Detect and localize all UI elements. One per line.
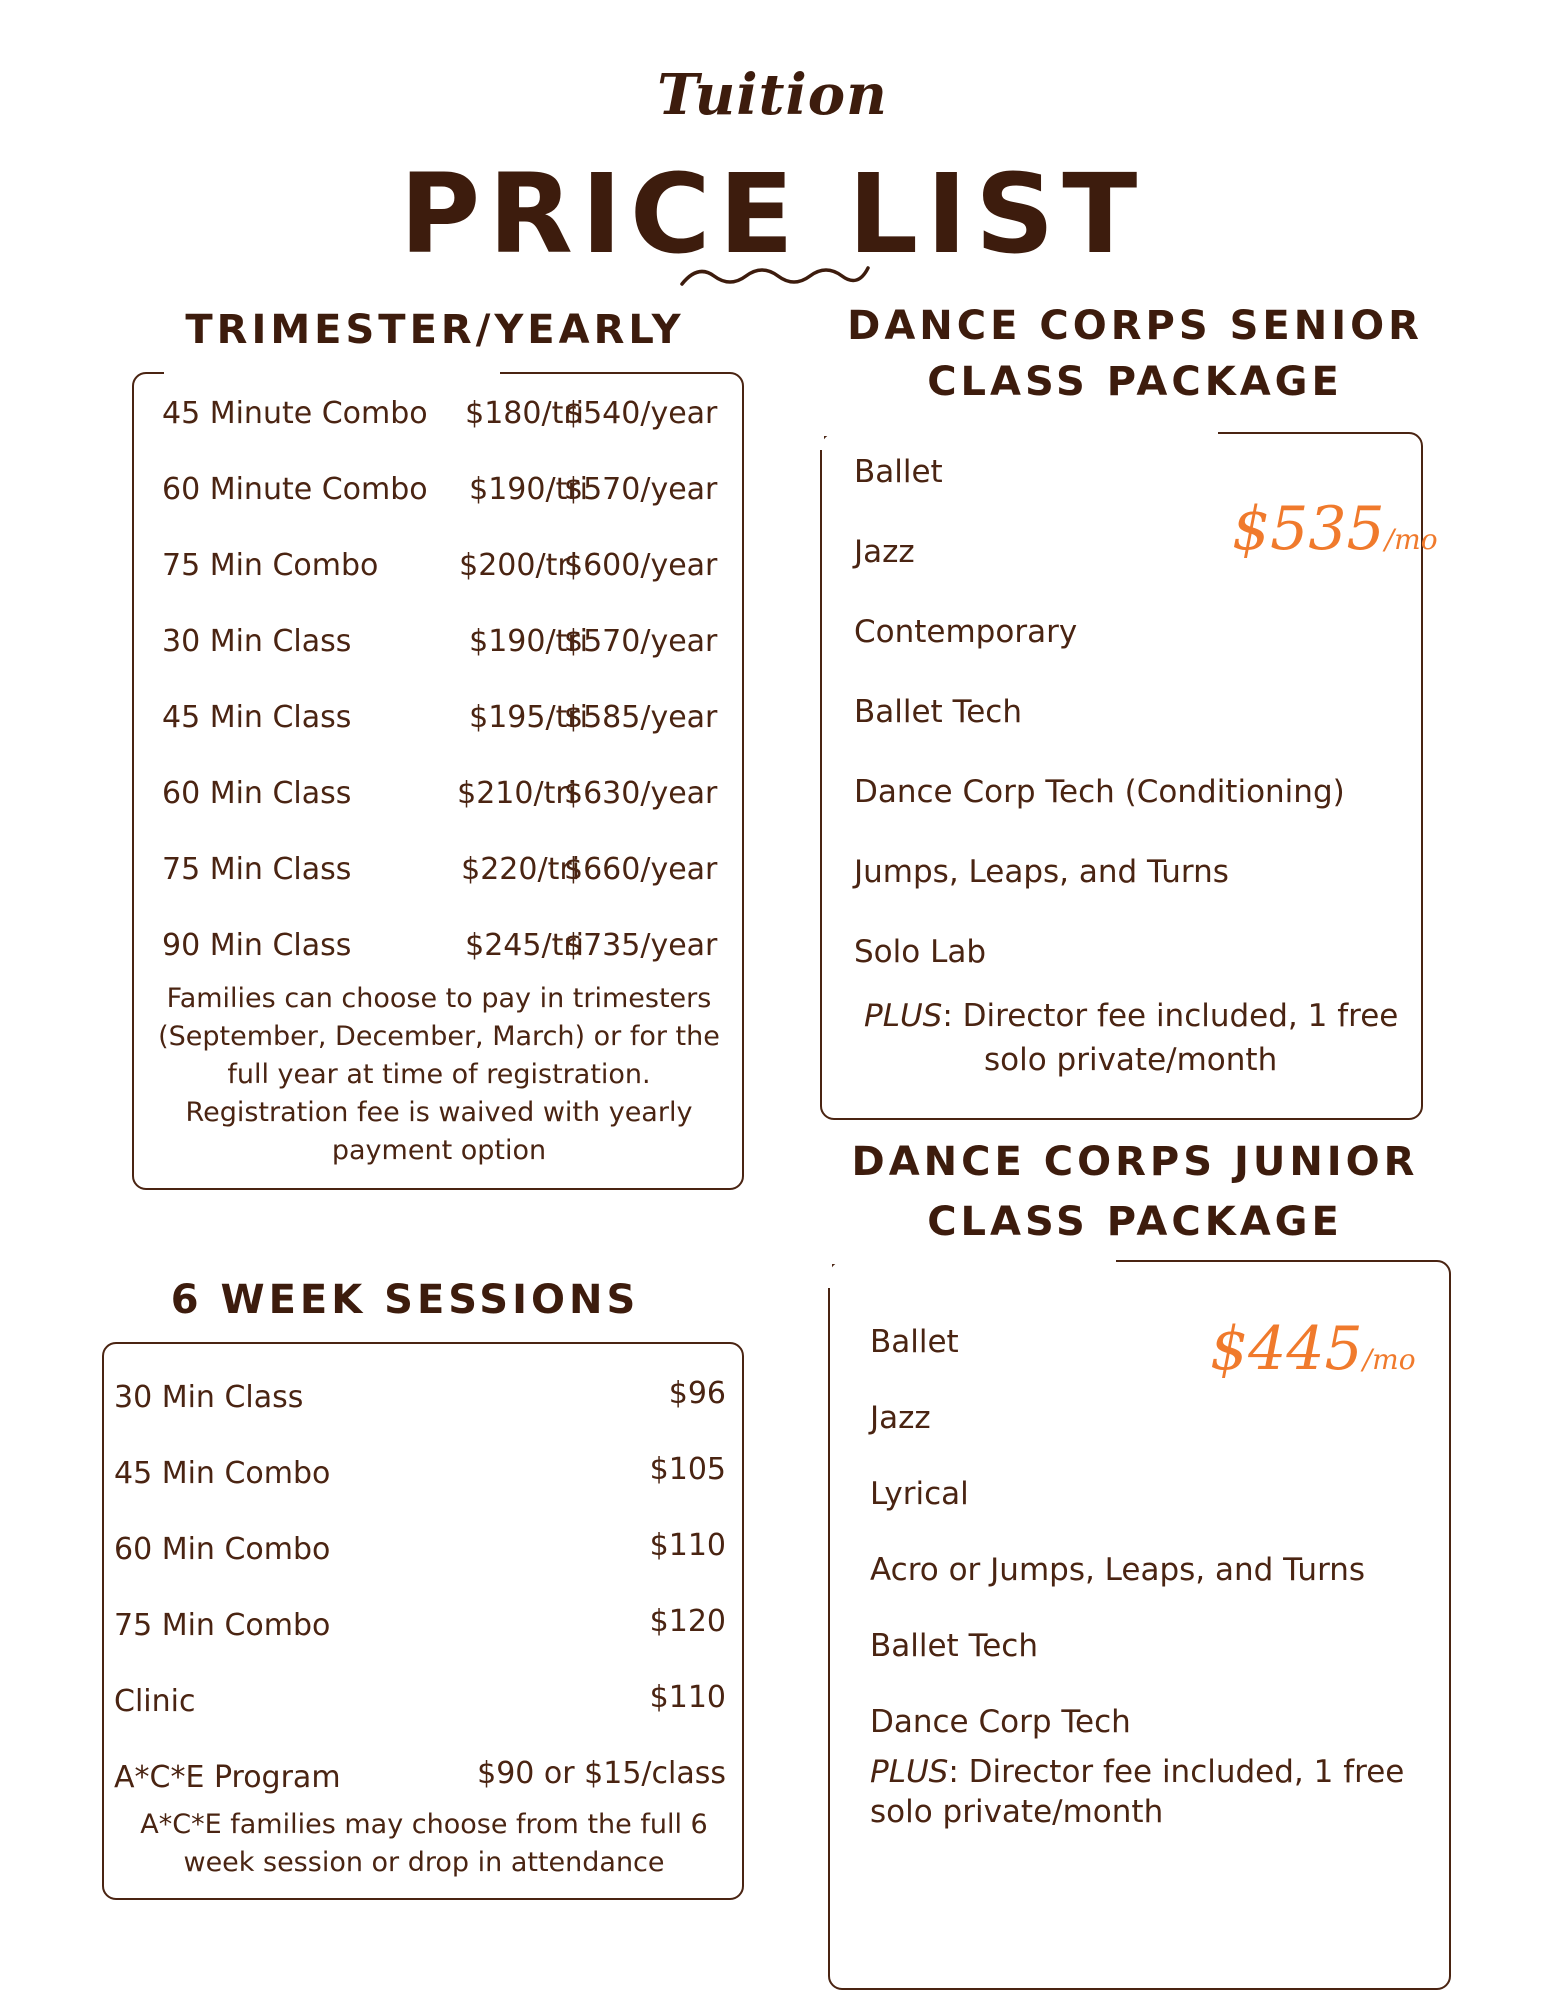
- senior-class-item: Solo Lab: [854, 934, 987, 970]
- junior-class-item: Ballet: [870, 1324, 959, 1360]
- junior-class-item: Dance Corp Tech: [870, 1704, 1131, 1740]
- note-line: (September, December, March) or for the: [158, 1021, 720, 1052]
- row-name: 75 Min Class: [162, 852, 352, 887]
- junior-heading-line1: DANCE CORPS JUNIOR: [851, 1139, 1419, 1185]
- price-unit: /mo: [1362, 1343, 1416, 1376]
- plus-text: : Director fee included, 1 free: [942, 998, 1399, 1034]
- row-name: 30 Min Class: [114, 1380, 304, 1415]
- script-title: Tuition: [657, 62, 888, 128]
- row-tri: $180/tri: [465, 396, 584, 431]
- row-name: Clinic: [114, 1684, 196, 1719]
- senior-box: [820, 432, 1438, 1120]
- junior-box: [828, 1260, 1451, 1990]
- senior-class-item: Jazz: [854, 534, 915, 570]
- row-name: 45 Minute Combo: [162, 396, 428, 431]
- row-tri: $190/tri: [469, 472, 588, 507]
- wavy-divider: [680, 262, 870, 288]
- row-tri: $200/tri: [459, 548, 578, 583]
- note-line: A*C*E families may choose from the full 6: [140, 1809, 708, 1840]
- row-price: $90 or $15/class: [477, 1756, 726, 1791]
- junior-heading: [810, 1132, 1460, 1252]
- row-name: 75 Min Combo: [114, 1608, 331, 1643]
- row-name: 75 Min Combo: [162, 548, 379, 583]
- trimester-heading: TRIMESTER/YEARLY: [185, 307, 685, 353]
- plus-text: : Director fee included, 1 free: [948, 1754, 1405, 1790]
- plus-line1: [870, 1752, 1404, 1792]
- plus-line1: [864, 994, 1398, 1038]
- row-name: 60 Min Combo: [114, 1532, 331, 1567]
- row-name: 30 Min Class: [162, 624, 352, 659]
- junior-price: [1210, 1314, 1416, 1384]
- junior-class-item: Lyrical: [870, 1476, 969, 1512]
- row-tri: $220/tri: [461, 852, 580, 887]
- six-week-box: [102, 1342, 744, 1900]
- junior-heading-line2: CLASS PACKAGE: [927, 1199, 1343, 1245]
- price-unit: /mo: [1384, 523, 1438, 556]
- six-week-heading: 6 WEEK SESSIONS: [170, 1277, 640, 1323]
- row-name: 60 Minute Combo: [162, 472, 428, 507]
- row-year: $585/year: [564, 700, 718, 735]
- row-price: $96: [668, 1376, 726, 1411]
- row-tri: $210/tri: [457, 776, 576, 811]
- row-year: $570/year: [564, 472, 718, 507]
- row-tri: $190/tri: [469, 624, 588, 659]
- row-year: $600/year: [564, 548, 718, 583]
- row-name: 90 Min Class: [162, 928, 352, 963]
- plus-line2: solo private/month: [870, 1794, 1164, 1830]
- row-name: 45 Min Combo: [114, 1456, 331, 1491]
- row-year: $660/year: [564, 852, 718, 887]
- junior-plus: [870, 1752, 1404, 1832]
- senior-price: [1232, 494, 1438, 564]
- note-line: payment option: [331, 1135, 547, 1166]
- row-price: $105: [649, 1452, 726, 1487]
- row-name: A*C*E Program: [114, 1760, 341, 1795]
- senior-class-item: Jumps, Leaps, and Turns: [854, 854, 1229, 890]
- row-year: $630/year: [564, 776, 718, 811]
- junior-class-item: Ballet Tech: [870, 1628, 1039, 1664]
- trimester-box: [132, 372, 744, 1190]
- note-line: Families can choose to pay in trimesters: [166, 983, 712, 1014]
- senior-class-item: Ballet Tech: [854, 694, 1023, 730]
- senior-class-item: Contemporary: [854, 614, 1078, 650]
- row-year: $735/year: [564, 928, 718, 963]
- row-tri: $195/tri: [469, 700, 588, 735]
- senior-heading: [810, 298, 1460, 410]
- row-tri: $245/tri: [465, 928, 584, 963]
- row-price: $120: [649, 1604, 726, 1639]
- row-year: $540/year: [564, 396, 718, 431]
- trimester-note: [144, 980, 734, 1170]
- senior-class-item: Ballet: [854, 454, 943, 490]
- plus-label: PLUS: [870, 1754, 949, 1790]
- note-line: full year at time of registration.: [227, 1059, 651, 1090]
- row-name: 45 Min Class: [162, 700, 352, 735]
- senior-heading-line2: CLASS PACKAGE: [927, 359, 1343, 405]
- six-week-note: [124, 1806, 724, 1882]
- note-line: week session or drop in attendance: [183, 1847, 665, 1878]
- senior-heading-line1: DANCE CORPS SENIOR: [847, 303, 1423, 349]
- page-title: PRICE LIST: [399, 150, 1146, 278]
- senior-class-item: Dance Corp Tech (Conditioning): [854, 774, 1345, 810]
- row-price: $110: [649, 1528, 726, 1563]
- junior-class-item: Acro or Jumps, Leaps, and Turns: [870, 1552, 1366, 1588]
- note-line: Registration fee is waived with yearly: [185, 1097, 693, 1128]
- price-amount: $535: [1232, 494, 1385, 564]
- junior-class-item: Jazz: [870, 1400, 931, 1436]
- plus-line2: solo private/month: [984, 1042, 1278, 1078]
- price-amount: $445: [1210, 1314, 1363, 1384]
- senior-plus: [864, 994, 1398, 1082]
- row-name: 60 Min Class: [162, 776, 352, 811]
- row-year: $570/year: [564, 624, 718, 659]
- plus-label: PLUS: [864, 998, 943, 1034]
- row-price: $110: [649, 1680, 726, 1715]
